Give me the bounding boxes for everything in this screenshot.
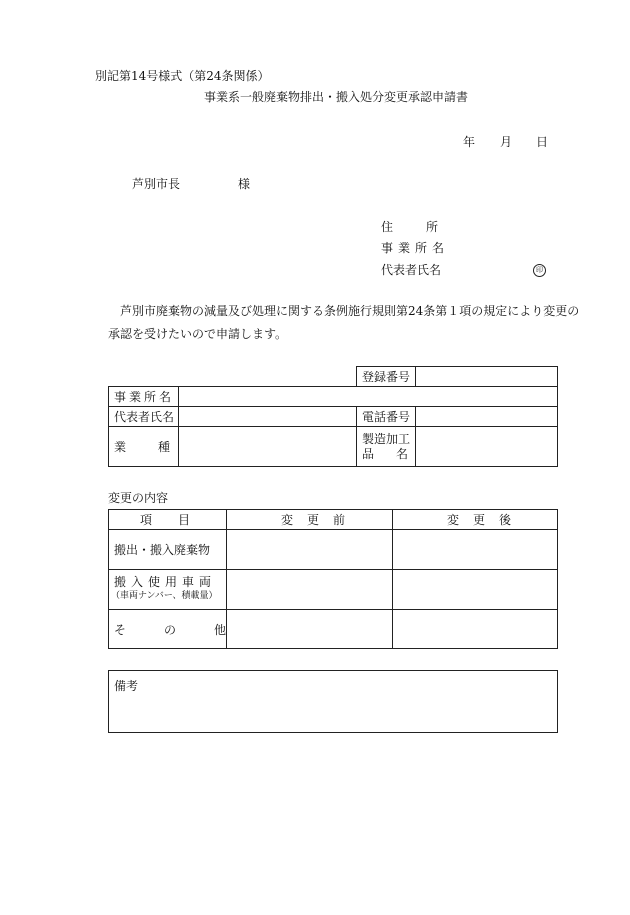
addressee-name: 芦別市長 [132, 177, 181, 191]
applicant-office-label: 事業所名 [381, 241, 450, 255]
remarks-label: 備考 [114, 679, 139, 693]
body-text-line2: 承認を受けたいので申請します。 [108, 327, 288, 341]
header-after: 変更後 [447, 513, 526, 527]
office-name-label: 事業所名 [114, 390, 175, 404]
registration-field[interactable] [416, 367, 557, 386]
product-label-line2: 品名 [362, 447, 431, 461]
waste-after-field[interactable] [393, 530, 557, 569]
row-vehicle-note: （車両ナンバー、積載量） [111, 591, 218, 601]
date-year: 年 [463, 135, 476, 149]
form-number: 別記第14号様式（第24条関係） [95, 69, 270, 83]
header-before: 変更前 [281, 513, 360, 527]
phone-label: 電話番号 [362, 410, 411, 424]
vehicle-after-field[interactable] [393, 570, 557, 609]
body-text-line1: 芦別市廃棄物の減量及び処理に関する条例施行規則第24条第１項の規定により変更の [120, 304, 580, 318]
addressee-honorific: 様 [238, 177, 251, 191]
representative-field[interactable] [179, 407, 355, 426]
row-other-label: その他 [114, 623, 265, 637]
representative-label: 代表者氏名 [114, 410, 175, 424]
row-waste-label: 搬出・搬入廃棄物 [114, 543, 211, 557]
applicant-address-label: 住所 [381, 220, 472, 234]
change-caption: 変更の内容 [108, 491, 169, 505]
other-after-field[interactable] [393, 610, 557, 648]
date-day: 日 [536, 135, 549, 149]
industry-field[interactable] [179, 427, 355, 466]
row-vehicle-label: 搬入使用車両 [114, 575, 217, 589]
waste-before-field[interactable] [227, 530, 391, 569]
office-name-field[interactable] [179, 387, 557, 406]
form-title: 事業系一般廃棄物排出・搬入処分変更承認申請書 [204, 90, 469, 104]
product-field[interactable] [416, 427, 557, 466]
industry-label: 業種 [114, 440, 203, 454]
remarks-box[interactable] [108, 670, 558, 733]
applicant-representative-label: 代表者氏名 [381, 263, 442, 277]
other-before-field[interactable] [227, 610, 391, 648]
seal-mark: 印 [533, 264, 546, 277]
product-label-line1: 製造加工 [362, 432, 411, 446]
phone-field[interactable] [416, 407, 557, 426]
header-item: 項目 [140, 513, 217, 527]
registration-label: 登録番号 [362, 370, 411, 384]
vehicle-before-field[interactable] [227, 570, 391, 609]
date-month: 月 [500, 135, 513, 149]
